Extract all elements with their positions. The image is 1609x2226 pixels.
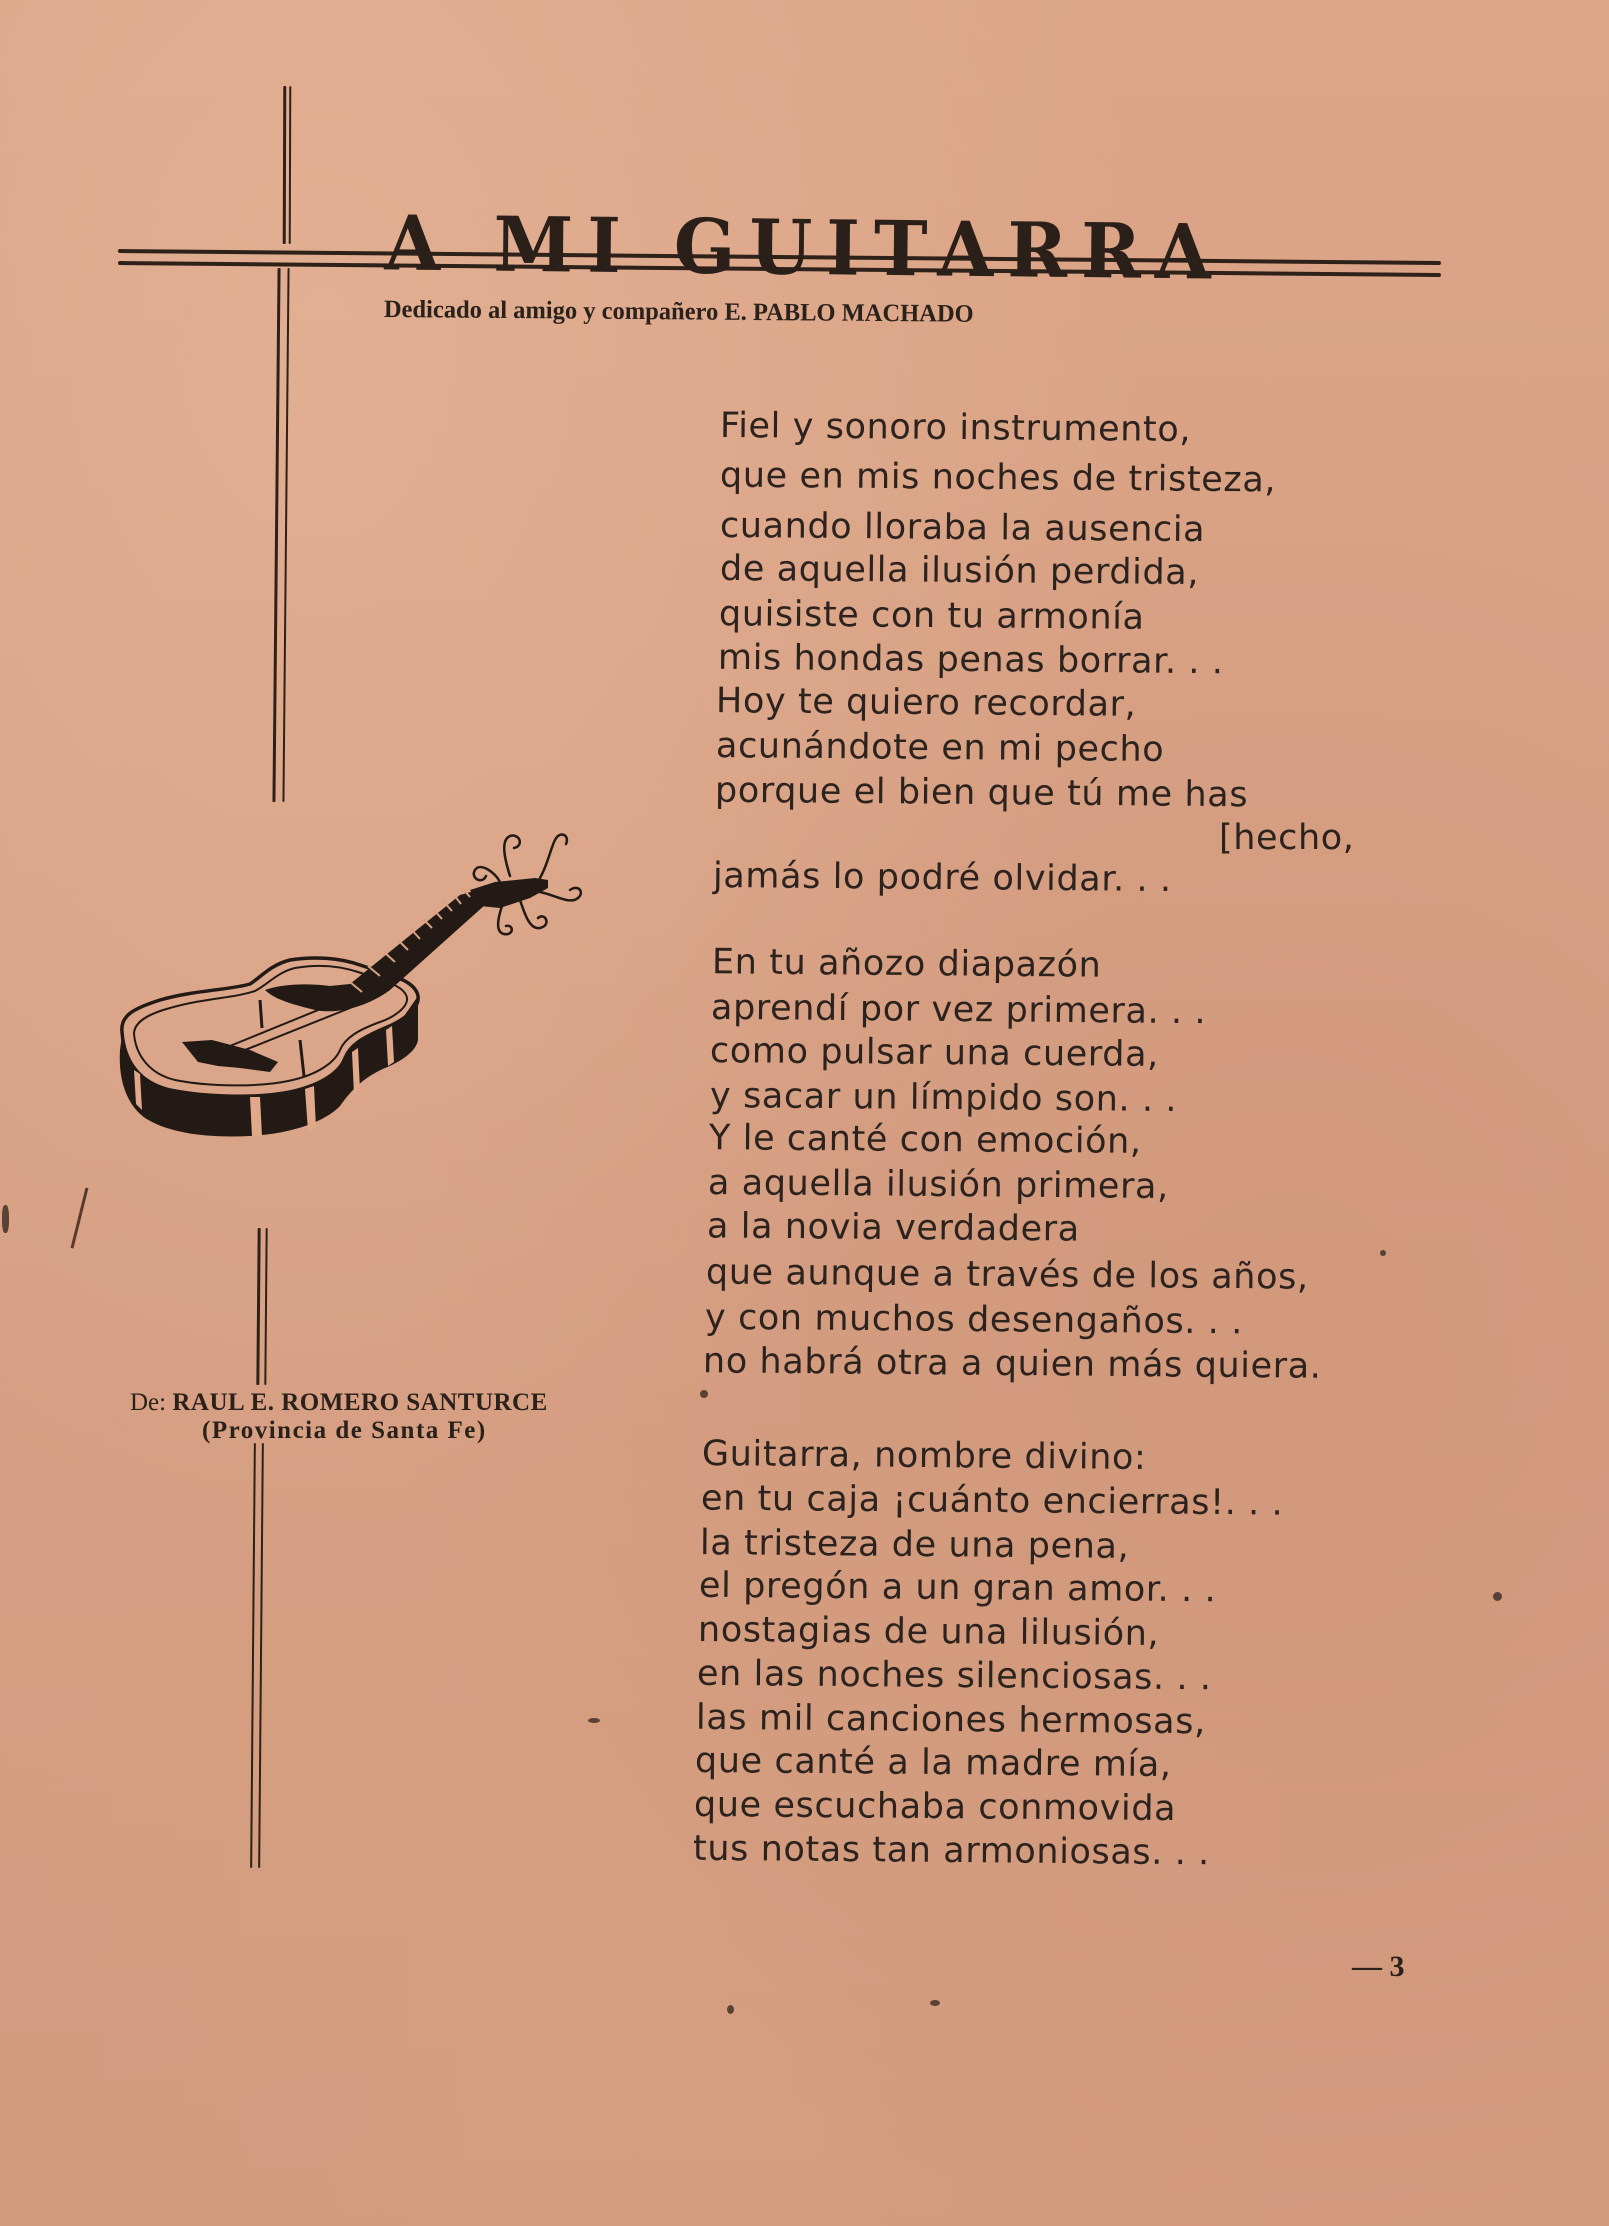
poem-line: a aquella ilusión primera, <box>707 1162 1169 1208</box>
poem-line: mis hondas penas borrar. . . <box>717 637 1224 683</box>
poem-line: y sacar un límpido son. . . <box>709 1075 1178 1121</box>
poem-line: Y le canté con emoción, <box>708 1118 1142 1162</box>
poem-line: jamás lo podré olvidar. . . <box>712 855 1172 901</box>
poem-line: nostagias de una lilusión, <box>697 1609 1160 1655</box>
vertical-rule-bottom-right <box>258 1443 264 1868</box>
poem-line-continuation: [hecho, <box>1219 818 1355 858</box>
poem-line: que escuchaba conmovida <box>693 1784 1177 1830</box>
poem-line: Hoy te quiero recordar, <box>715 681 1137 725</box>
poem-line: la tristeza de una pena, <box>699 1523 1130 1567</box>
poem-line: En tu añozo diapazón <box>711 942 1102 986</box>
author-name: RAUL E. ROMERO SANTURCE <box>172 1389 548 1416</box>
poem-line: que en mis noches de tristeza, <box>719 455 1277 501</box>
byline-prefix: De: <box>130 1389 173 1416</box>
poem-line: y con muchos desengaños. . . <box>704 1297 1244 1343</box>
poem-line: que aunque a través de los años, <box>705 1252 1309 1298</box>
paper-speck <box>727 2005 734 2014</box>
page-number: — 3 <box>1352 1950 1405 1983</box>
poem-line: tus notas tan armoniosas. . . <box>692 1828 1211 1874</box>
poem-line: quisiste con tu armonía <box>718 594 1145 638</box>
poem-line: las mil canciones hermosas, <box>695 1697 1206 1743</box>
paper-speck <box>930 2000 940 2006</box>
paper-scratch <box>71 1188 89 1249</box>
paper-speck <box>1493 1592 1502 1601</box>
poem-line: cuando lloraba la ausencia <box>719 505 1206 551</box>
vertical-rule-mid-right <box>282 268 289 802</box>
poem-line: en las noches silenciosas. . . <box>696 1653 1212 1699</box>
poem-line: porque el bien que tú me has <box>714 770 1249 816</box>
vertical-rule-top-right <box>289 86 292 244</box>
author-location: (Provincia de Santa Fe) <box>202 1417 487 1444</box>
vertical-rule-top-left <box>283 86 287 244</box>
poem-line: a la novia verdadera <box>706 1206 1080 1250</box>
poem-title: A MI GUITARRA <box>384 198 1226 297</box>
dedication-line: Dedicado al amigo y compañero E. PABLO MACHADO <box>383 296 974 328</box>
poem-line: Fiel y sonoro instrumento, <box>719 405 1192 451</box>
vertical-rule-lower-right <box>264 1228 267 1385</box>
poem-line: de aquella ilusión perdida, <box>719 548 1200 594</box>
poem-line: como pulsar una cuerda, <box>709 1031 1160 1075</box>
poem-line: en tu caja ¡cuánto encierras!. . . <box>700 1478 1284 1524</box>
poem-line: Guitarra, nombre divino: <box>701 1434 1147 1478</box>
paper-speck <box>700 1390 708 1398</box>
poem-line: no habrá otra a quien más quiera. <box>702 1341 1322 1387</box>
poem-line: aprendí por vez primera. . . <box>710 987 1207 1033</box>
poem-line: que canté a la madre mía, <box>694 1740 1172 1786</box>
vertical-rule-lower-left <box>256 1228 260 1385</box>
paper-speck <box>588 1718 600 1723</box>
poem-line: acunándote en mi pecho <box>715 726 1165 770</box>
author-byline <box>130 1389 548 1445</box>
vertical-rule-bottom-left <box>250 1443 256 1868</box>
paper-speck <box>1380 1250 1386 1256</box>
poem-line: el pregón a un gran amor. . . <box>698 1565 1217 1611</box>
guitar-illustration-icon <box>100 800 620 1160</box>
vertical-rule-mid-left <box>272 268 280 802</box>
paper-speck <box>2 1205 9 1233</box>
